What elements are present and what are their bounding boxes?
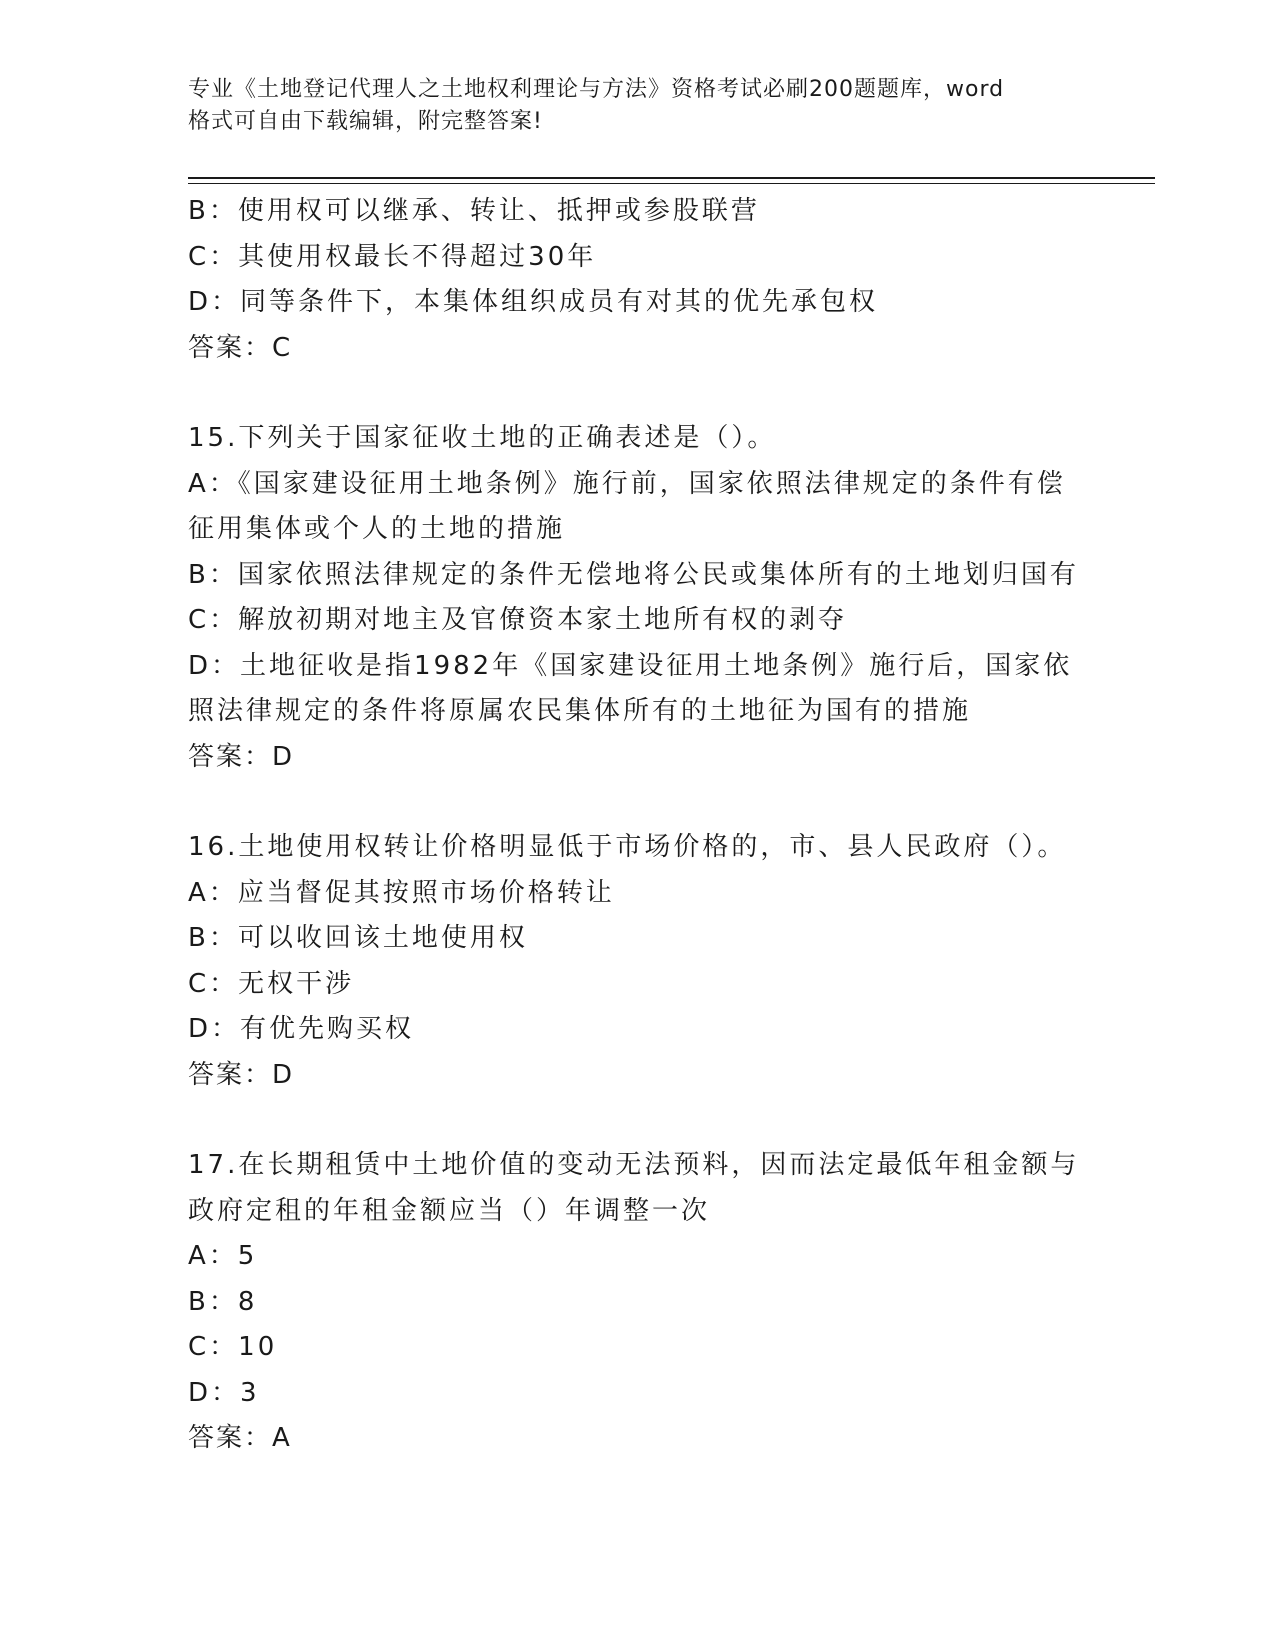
document-header [188,74,1068,138]
option-line: D：同等条件下，本集体组织成员有对其的优先承包权 [188,287,879,317]
header-divider-thick [188,177,1155,179]
spacer [188,1098,1088,1143]
option-line: C：解放初期对地主及官僚资本家土地所有权的剥夺 [188,605,848,635]
option-line: B：使用权可以继承、转让、抵押或参股联营 [188,196,760,226]
option-line: A：5 [188,1241,258,1271]
question-stem: 政府定租的年租金额应当（）年调整一次 [188,1195,711,1226]
question-stem: 15.下列关于国家征收土地的正确表述是（）。 [188,423,777,453]
answer-line: 答案：D [188,1059,295,1090]
spacer [188,371,1088,416]
question-stem: 17.在长期租赁中土地价值的变动无法预料，因而法定最低年租金额与 [188,1150,1080,1180]
option-line: A：应当督促其按照市场价格转让 [188,877,615,908]
option-line: B：国家依照法律规定的条件无偿地将公民或集体所有的土地划归国有 [188,559,1079,590]
option-line: D：有优先购买权 [188,1014,415,1044]
header-divider-thin [188,183,1155,184]
question-content [188,189,1088,1462]
option-line: C：无权干涉 [188,968,355,999]
option-line: C：其使用权最长不得超过30年 [188,241,597,272]
prev-question-block [188,189,1088,371]
spacer [188,780,1088,825]
option-line: B：8 [188,1286,258,1317]
option-line: C：10 [188,1332,278,1362]
option-line: 照法律规定的条件将原属农民集体所有的土地征为国有的措施 [188,696,972,726]
question-stem: 16.土地使用权转让价格明显低于市场价格的，市、县人民政府（）。 [188,832,1067,862]
option-line: D：3 [188,1377,260,1408]
option-line: B：可以收回该土地使用权 [188,923,528,953]
option-line: D：土地征收是指1982年《国家建设征用土地条例》施行后，国家依 [188,650,1073,681]
question-15-block [188,416,1088,780]
question-17-block [188,1143,1088,1462]
header-line-2: 格式可自由下载编辑，附完整答案! [188,109,543,134]
option-line: 征用集体或个人的土地的措施 [188,514,566,544]
question-16-block [188,825,1088,1098]
header-line-1: 专业《土地登记代理人之土地权利理论与方法》资格考试必刷200题题库，word [188,77,1005,102]
option-line: A：《国家建设征用土地条例》施行前，国家依照法律规定的条件有偿 [188,468,1066,499]
answer-line: 答案：C [188,332,293,363]
answer-line: 答案：A [188,1423,292,1453]
answer-line: 答案：D [188,741,295,772]
